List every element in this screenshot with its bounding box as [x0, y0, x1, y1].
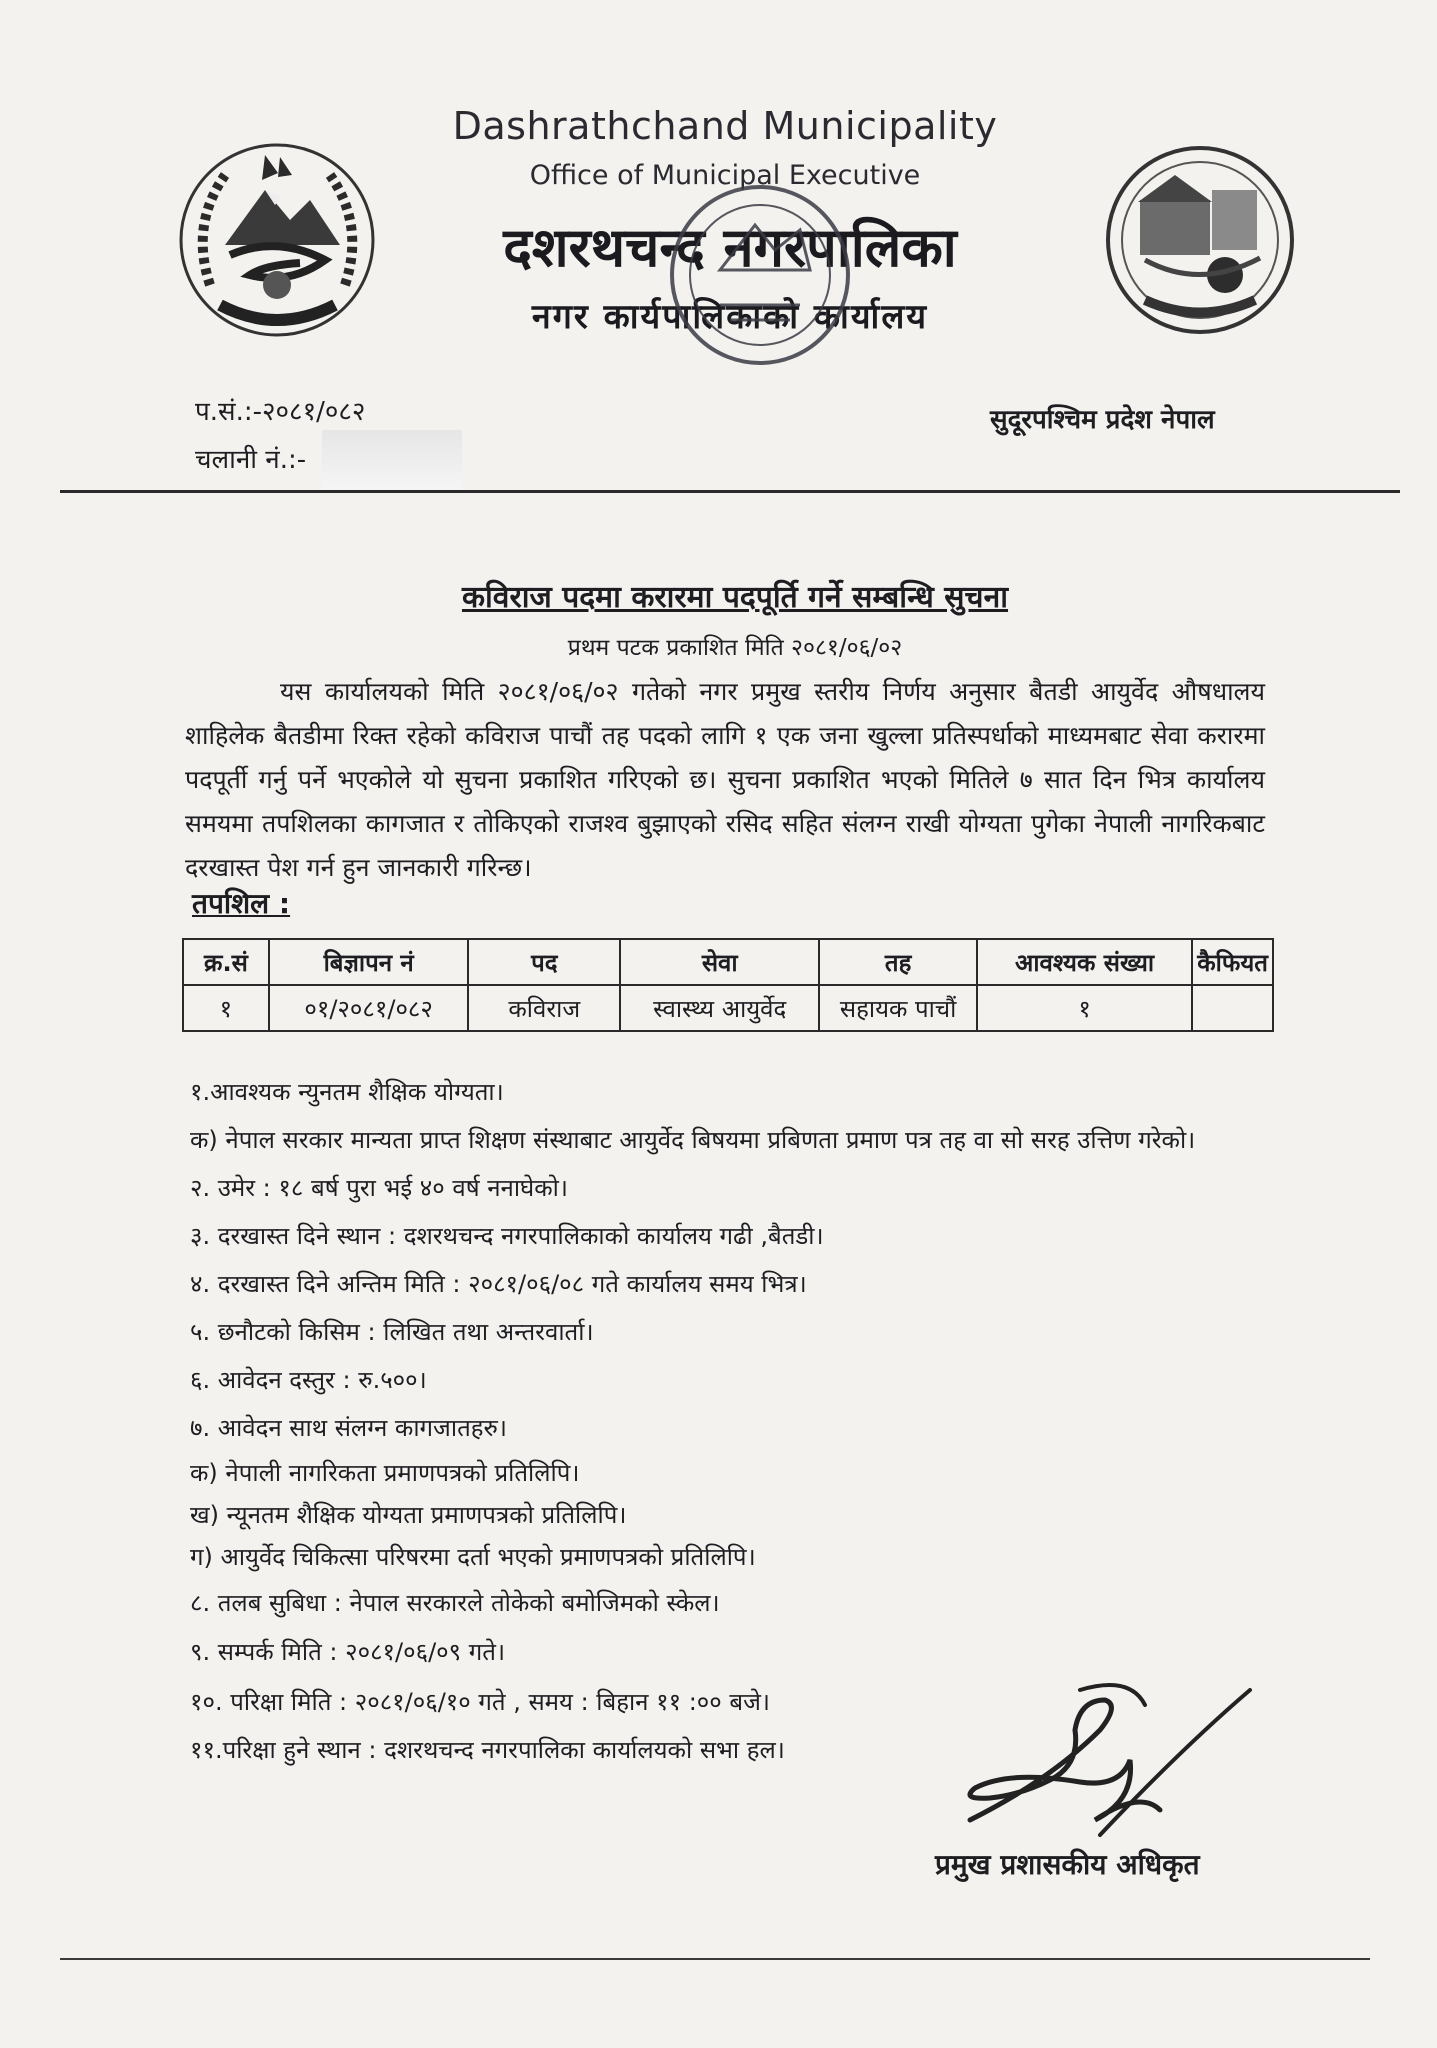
notice-title: कविराज पदमा करारमा पदपूर्ति गर्ने सम्बन्धि सुचना — [461, 580, 1009, 615]
list-item: ८. तलब सुबिधा : नेपाल सरकारले तोकेको बमोजिमको स्केल। — [190, 1589, 720, 1617]
list-item: क) नेपाल सरकार मान्यता प्राप्त शिक्षण संस्थाबाट आयुर्वेद बिषयमा प्रबिणता प्रमाण पत्र तह वा सो सरह उत्तिण गरेको। — [190, 1126, 1196, 1154]
municipality-logo-icon — [1100, 140, 1300, 345]
table-cell: १ — [977, 985, 1192, 1031]
column-header: कैफियत — [1192, 939, 1273, 985]
notice-paragraph: यस कार्यालयको मिति २०८१/०६/०२ गतेको नगर प्रमुख स्तरीय निर्णय अनुसार बैतडी आयुर्वेद औषधालय शाहिलेक बैतडीमा रिक्त रहेको कविराज पाचौं तह पदको लागि १ एक जना खुल्ला प्रतिस्पर्धाको माध्यमबाट सेवा करारमा पदपूर्ती गर्नु पर्ने भएकोले यो सुचना प्रकाशित गरिएको छ। सुचना प्रकाशित भएको मितिले ७ सात दिन भित्र कार्यालय समयमा तपशिलका कागजात र तोकिएको राजश्व बुझाएको रसिद सहित संलग्न राखी योग्यता पुगेका नेपाली नागरिकबाट दरखास्त पेश गर्न हुन जानकारी गरिन्छ। — [185, 677, 1265, 882]
list-item: ख) न्यूनतम शैक्षिक योग्यता प्रमाणपत्रको प्रतिलिपि। — [190, 1501, 627, 1529]
list-item: ११.परिक्षा हुने स्थान : दशरथचन्द नगरपालिका कार्यालयको सभा हल। — [190, 1736, 785, 1764]
column-header: बिज्ञापन नं — [269, 939, 469, 985]
office-name-en: Office of Municipal Executive — [529, 160, 921, 191]
table-cell — [1192, 985, 1273, 1031]
dispatch-number: चलानी नं.:- — [195, 445, 307, 475]
table-cell: १ — [183, 985, 269, 1031]
list-item: ९. सम्पर्क मिति : २०८१/०६/०९ गते। — [190, 1638, 506, 1666]
list-item: ३. दरखास्त दिने स्थान : दशरथचन्द नगरपालिकाको कार्यालय गढी ,बैतडी। — [190, 1222, 824, 1250]
list-item: १०. परिक्षा मिति : २०८१/०६/१० गते , समय : बिहान ११ :०० बजे। — [190, 1688, 771, 1716]
province-name: सुदूरपश्चिम प्रदेश नेपाल — [990, 405, 1215, 435]
list-item: १.आवश्यक न्युनतम शैक्षिक योग्यता। — [190, 1078, 504, 1106]
publication-date: प्रथम पटक प्रकाशित मिति २०८१/०६/०२ — [567, 635, 903, 661]
municipality-name-en: Dashrathchand Municipality — [452, 104, 998, 148]
column-header: पद — [468, 939, 620, 985]
column-header: तह — [819, 939, 977, 985]
list-item: ६. आवेदन दस्तुर : रु.५००। — [190, 1366, 427, 1394]
table-row — [183, 985, 1273, 1031]
footer-divider — [60, 1958, 1370, 1960]
reference-number: प.सं.:-२०८१/०८२ — [195, 397, 366, 427]
office-stamp-icon — [660, 175, 860, 375]
nepal-emblem-icon — [170, 135, 385, 345]
list-item: ५. छनौटको किसिम : लिखित तथा अन्तरवार्ता। — [190, 1318, 594, 1346]
list-item: क) नेपाली नागरिकता प्रमाणपत्रको प्रतिलिपि। — [190, 1459, 580, 1487]
list-item: ४. दरखास्त दिने अन्तिम मिति : २०८१/०६/०८ गते कार्यालय समय भित्र। — [190, 1270, 807, 1298]
list-item: ७. आवेदन साथ संलग्न कागजातहरु। — [190, 1414, 507, 1442]
column-header: आवश्यक संख्या — [977, 939, 1192, 985]
table-header-row — [183, 939, 1273, 985]
list-item: ग) आयुर्वेद चिकित्सा परिषरमा दर्ता भएको प्रमाणपत्रको प्रतिलिपि। — [190, 1543, 756, 1571]
signature-icon — [930, 1670, 1260, 1840]
table-cell: सहायक पाचौं — [819, 985, 977, 1031]
schedule-table — [182, 938, 1274, 1032]
municipality-name-np: दशरथचन्द नगरपालिका — [503, 216, 957, 279]
header-divider — [60, 490, 1400, 493]
table-cell: ०१/२०८१/०८२ — [269, 985, 469, 1031]
column-header: सेवा — [620, 939, 819, 985]
table-cell: स्वास्थ्य आयुर्वेद — [620, 985, 819, 1031]
list-item: २. उमेर : १८ बर्ष पुरा भई ४० वर्ष ननाघेको। — [190, 1174, 568, 1202]
schedule-heading: तपशिल : — [192, 887, 291, 920]
office-name-np: नगर कार्यपालिकाको कार्यालय — [531, 297, 929, 337]
signatory-designation: प्रमुख प्रशासकीय अधिकृत — [935, 1848, 1200, 1881]
redacted-area — [322, 430, 462, 490]
table-cell: कविराज — [468, 985, 620, 1031]
column-header: क्र.सं — [183, 939, 269, 985]
